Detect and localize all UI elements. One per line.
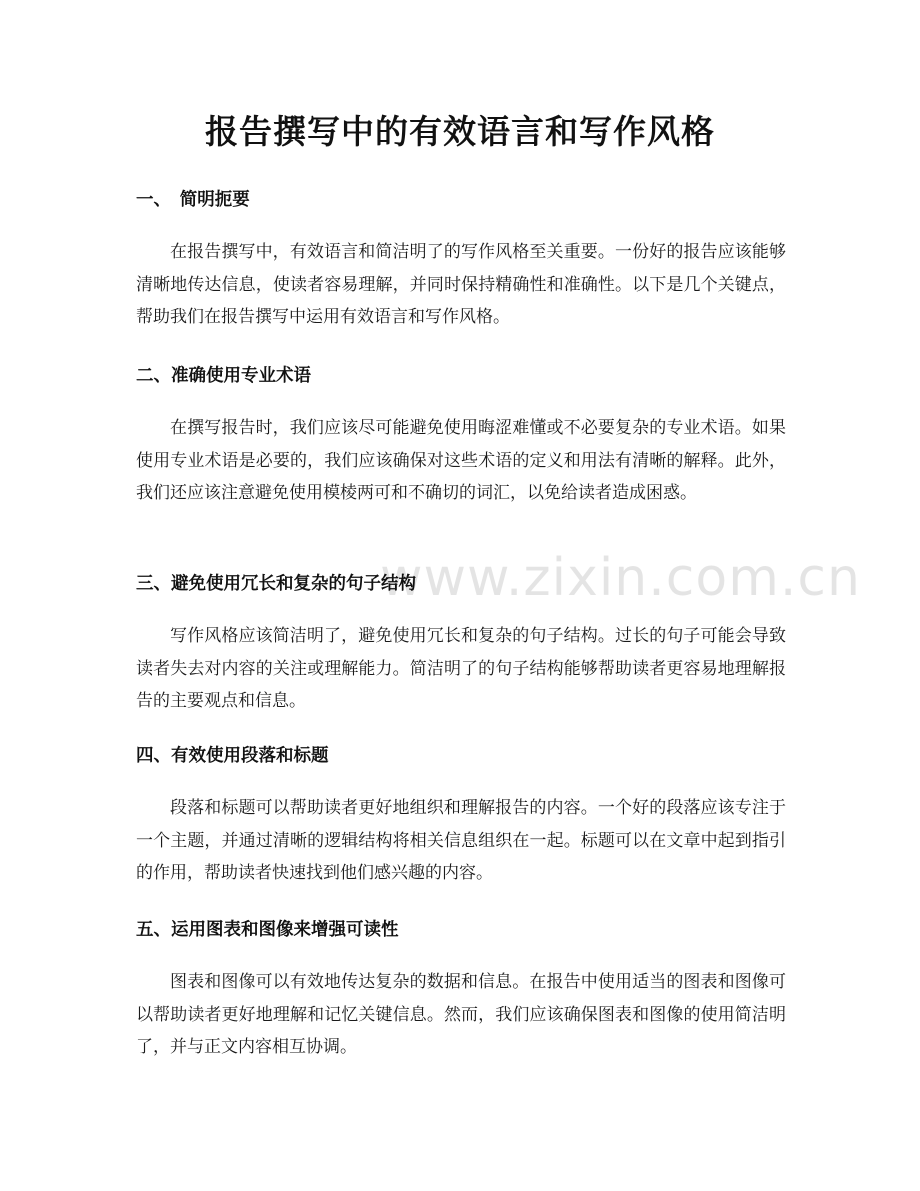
section-heading: 一、 简明扼要 (136, 190, 250, 210)
section-heading: 二、准确使用专业术语 (136, 366, 311, 386)
section-paragraph: 段落和标题可以帮助读者更好地组织和理解报告的内容。一个好的段落应该专注于一个主题，并通过清晰的逻辑结构将相关信息组织在一起。标题可以在文章中起到指引的作用，帮助读者快速找到他们感兴趣的内容。 (136, 798, 786, 883)
section-heading: 五、运用图表和图像来增强可读性 (136, 920, 399, 940)
section-paragraph: 图表和图像可以有效地传达复杂的数据和信息。在报告中使用适当的图表和图像可以帮助读者更好地理解和记忆关键信息。然而，我们应该确保图表和图像的使用简洁明了，并与正文内容相互协调。 (136, 972, 786, 1057)
section-paragraph: 在报告撰写中，有效语言和简洁明了的写作风格至关重要。一份好的报告应该能够清晰地传达信息，使读者容易理解，并同时保持精确性和准确性。以下是几个关键点，帮助我们在报告撰写中运用有效语言和写作风格。 (136, 242, 786, 327)
section-heading: 三、避免使用冗长和复杂的句子结构 (136, 574, 416, 594)
section-2 (136, 364, 786, 510)
section-1 (136, 188, 786, 334)
section-3 (136, 572, 786, 718)
section-paragraph: 写作风格应该简洁明了，避免使用冗长和复杂的句子结构。过长的句子可能会导致读者失去对内容的关注或理解能力。简洁明了的句子结构能够帮助读者更容易地理解报告的主要观点和信息。 (136, 626, 786, 711)
watermark: www.zixin.com.cn (380, 548, 861, 608)
document-title: 报告撰写中的有效语言和写作风格 (205, 112, 715, 151)
section-heading: 四、有效使用段落和标题 (136, 746, 329, 766)
section-5 (136, 918, 786, 1064)
section-paragraph: 在撰写报告时，我们应该尽可能避免使用晦涩难懂或不必要复杂的专业术语。如果使用专业术语是必要的，我们应该确保对这些术语的定义和用法有清晰的解释。此外，我们还应该注意避免使用模棱两可和不确切的词汇，以免给读者造成困惑。 (136, 418, 786, 503)
section-4 (136, 744, 786, 890)
